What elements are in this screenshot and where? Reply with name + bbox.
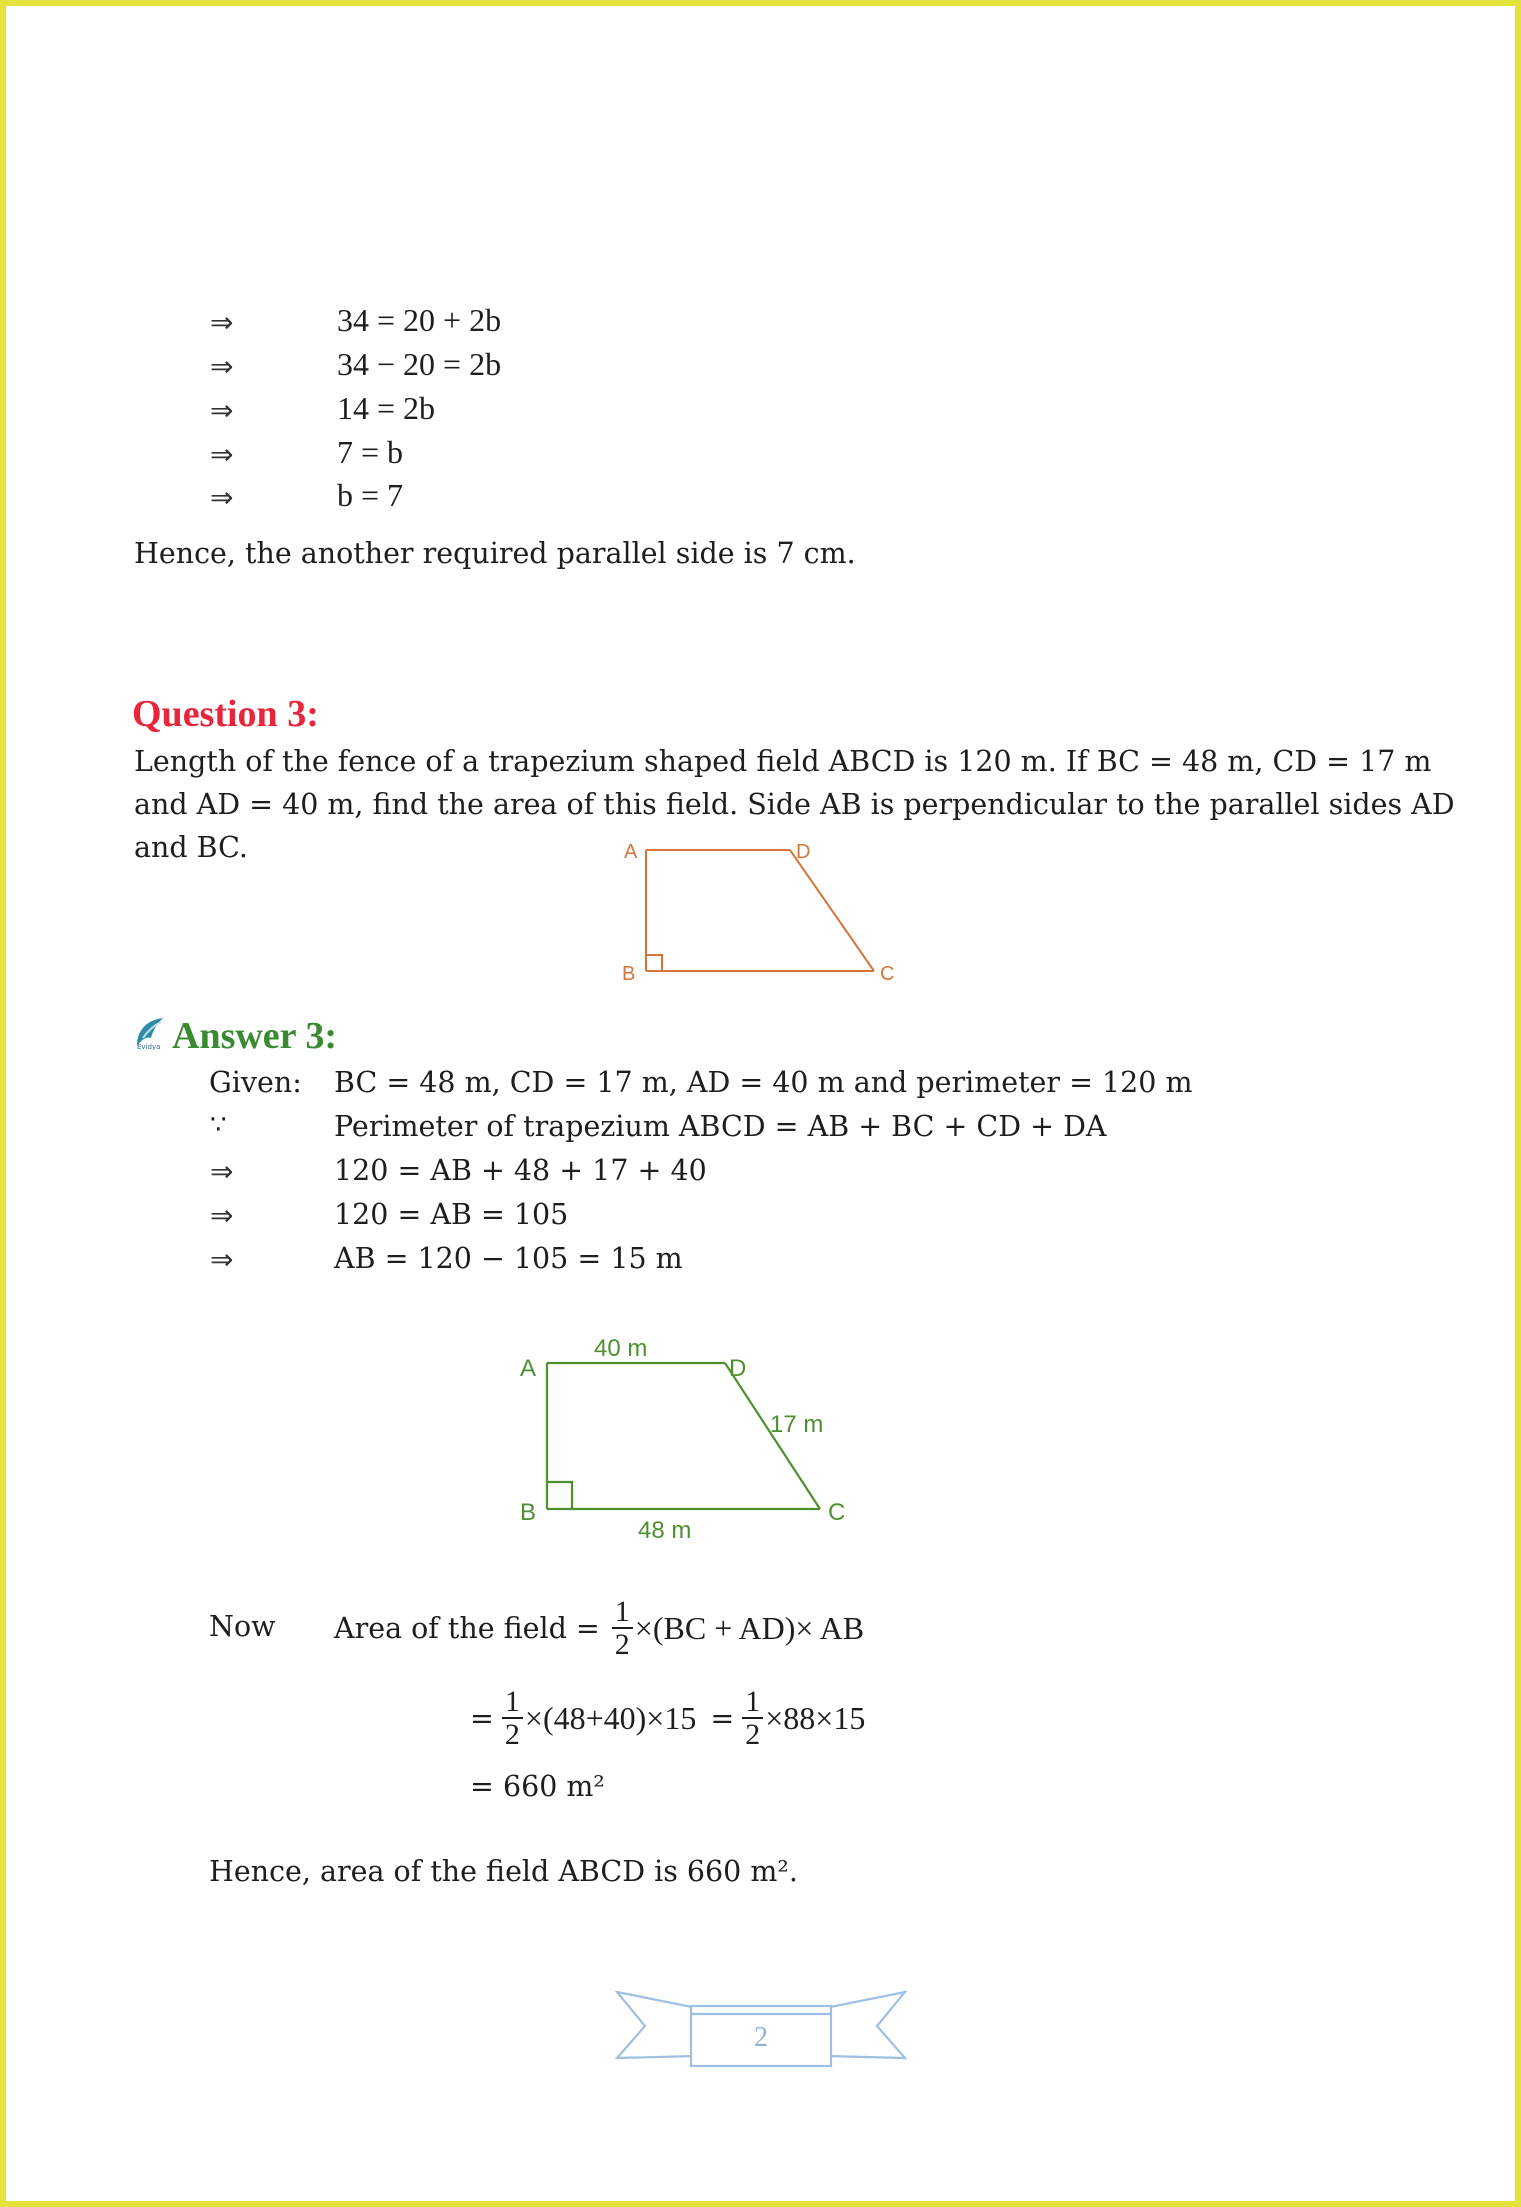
because-symbol: ∵ (210, 1110, 227, 1140)
implies-symbol: ⇒ (210, 394, 234, 427)
vertex-c-label: C (828, 1499, 846, 1526)
question-heading: Question 3: (132, 693, 319, 735)
perimeter-step: Perimeter of trapezium ABCD = AB + BC + CD + DA (334, 1110, 1107, 1143)
step-expr: 34 = 20 + 2b (337, 302, 502, 338)
question-line-1: Length of the fence of a trapezium shaped field ABCD is 120 m. If BC = 48 m, CD = 17 m (134, 745, 1432, 778)
area-expression: ×(BC + AD)× AB (634, 1609, 865, 1646)
ribbon-right-tail (825, 1992, 905, 2058)
side-bc-length: 48 m (638, 1517, 692, 1544)
answer-step: 120 = AB + 48 + 17 + 40 (334, 1154, 707, 1187)
question-trapezium-figure (610, 830, 920, 990)
svg-text:Evidya: Evidya (137, 1043, 161, 1050)
equals-sign: = (710, 1701, 735, 1735)
vertex-c-label: C (880, 963, 895, 985)
fraction-half: $\frac{1}{2}$ (742, 1686, 763, 1751)
area-formula (334, 1586, 864, 1670)
vertex-b-label: B (622, 963, 636, 985)
top-conclusion: Hence, the another required parallel side is 7 cm. (134, 537, 856, 570)
step-expr: 14 = 2b (337, 390, 436, 426)
vertex-a-label: A (520, 1355, 537, 1382)
answer-step: AB = 120 − 105 = 15 m (334, 1242, 683, 1275)
implies-symbol: ⇒ (210, 481, 234, 514)
answer-heading: Answer 3: (172, 1015, 338, 1057)
area-substitution (470, 1676, 865, 1760)
implies-symbol: ⇒ (210, 438, 234, 471)
side-ad-length: 40 m (594, 1335, 648, 1362)
vertex-b-label: B (520, 1499, 537, 1526)
right-angle-mark (547, 1482, 572, 1509)
area-lead: Area of the field = (334, 1611, 600, 1645)
question-line-3: and BC. (134, 831, 248, 864)
area-expression: ×(48+40)×15 (524, 1699, 697, 1736)
given-label: Given: (209, 1066, 302, 1099)
side-cd-length: 17 m (770, 1411, 824, 1438)
fraction-half: $\frac{1}{2}$ (502, 1686, 523, 1751)
answer-conclusion: Hence, area of the field ABCD is 660 m². (209, 1855, 798, 1888)
fraction-half: $\frac{1}{2}$ (612, 1596, 633, 1661)
now-label: Now (209, 1610, 276, 1643)
step-expr: b = 7 (337, 477, 404, 513)
question-line-2: and AD = 40 m, find the area of this field. Side AB is perpendicular to the parallel sides AD (134, 788, 1455, 821)
implies-symbol: ⇒ (210, 306, 234, 339)
implies-symbol: ⇒ (210, 1199, 234, 1232)
given-text: BC = 48 m, CD = 17 m, AD = 40 m and perimeter = 120 m (334, 1066, 1193, 1099)
step-expr: 34 − 20 = 2b (337, 346, 502, 382)
answer-step: 120 = AB = 105 (334, 1198, 569, 1231)
page-number-ribbon (615, 1988, 907, 2072)
equals-sign: = (470, 1701, 494, 1735)
evidya-logo-icon (133, 1016, 169, 1050)
vertex-d-label: D (796, 841, 811, 863)
vertex-a-label: A (624, 841, 638, 863)
implies-symbol: ⇒ (210, 1155, 234, 1188)
implies-symbol: ⇒ (210, 1243, 234, 1276)
page-number: 2 (754, 2022, 768, 2053)
ribbon-left-tail (617, 1992, 697, 2058)
right-angle-mark (646, 955, 662, 971)
step-expr: 7 = b (337, 434, 404, 470)
answer-trapezium-figure (510, 1320, 880, 1550)
implies-symbol: ⇒ (210, 350, 234, 383)
area-result: = 660 m² (470, 1770, 605, 1803)
vertex-d-label: D (729, 1355, 747, 1382)
area-expression: ×88×15 (765, 1699, 866, 1736)
side-cd (790, 850, 874, 971)
